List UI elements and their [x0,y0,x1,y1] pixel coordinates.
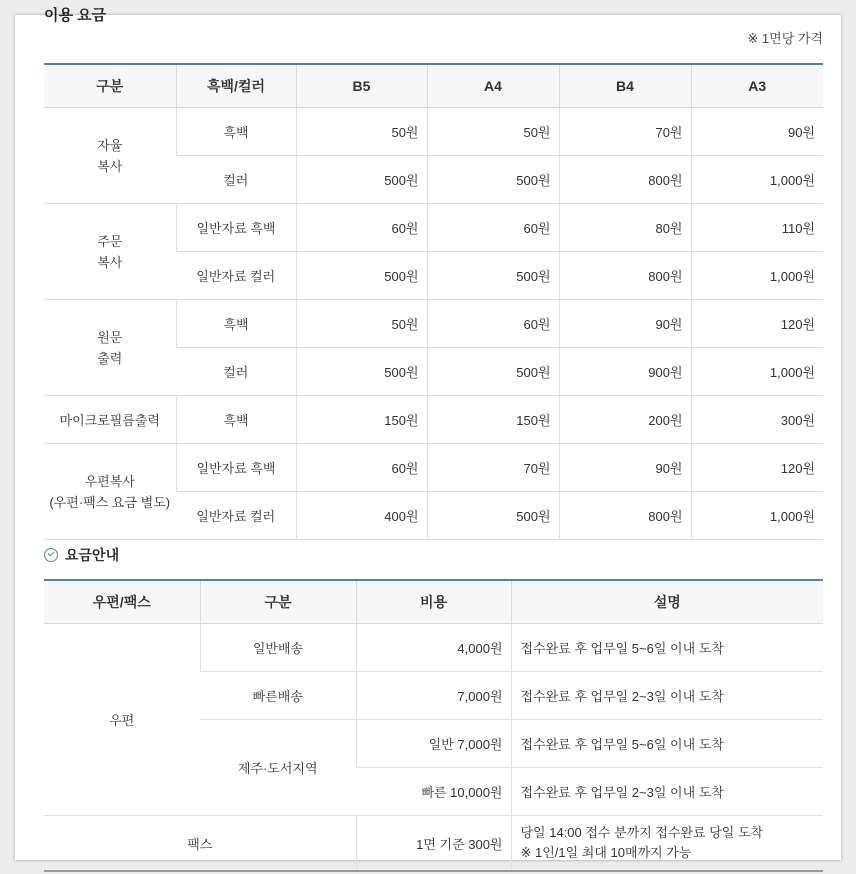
price-cell: 120원 [691,444,823,492]
fee-description: 접수완료 후 업무일 5~6일 이내 도착 [511,624,823,672]
per-page-note: ※ 1면당 가격 [747,31,823,46]
price-cell: 150원 [296,396,427,444]
fee-kind: 빠른배송 [200,672,356,720]
price-cell: 200원 [559,396,691,444]
price-cell: 1,000원 [691,156,823,204]
table-row [44,300,823,348]
fee-guide-label: 요금안내 [65,547,120,563]
header-post-fax: 우편/팩스 [44,580,200,624]
price-cell: 60원 [427,204,559,252]
row-type: 흑백 [176,300,296,348]
price-cell: 1,000원 [691,492,823,540]
fee-cost: 일반 7,000원 [356,720,511,768]
price-cell: 500원 [296,348,427,396]
header-cost: 비용 [356,580,511,624]
price-cell: 1,000원 [691,348,823,396]
fax-description [511,816,823,872]
row-type: 컬러 [176,156,296,204]
fax-desc-line1: 당일 14:00 접수 분까지 접수완료 당일 도착 [520,825,764,840]
group-order-copy: 주문 복사 [44,204,176,300]
price-cell: 800원 [559,252,691,300]
price-cell: 500원 [296,156,427,204]
row-type: 일반자료 컬러 [176,252,296,300]
fee-description: 접수완료 후 업무일 2~3일 이내 도착 [511,672,823,720]
price-cell: 300원 [691,396,823,444]
price-cell: 50원 [296,300,427,348]
group-microfilm: 마이크로필름출력 [44,396,176,444]
price-cell: 500원 [427,348,559,396]
price-cell: 1,000원 [691,252,823,300]
price-cell: 70원 [559,108,691,156]
header-b4: B4 [559,64,691,108]
header-b5: B5 [296,64,427,108]
price-cell: 50원 [427,108,559,156]
fax-label: 팩스 [44,816,356,872]
fee-table [44,579,823,872]
fee-cost: 4,000원 [356,624,511,672]
fee-cost: 빠른 10,000원 [356,768,511,816]
price-table [44,63,823,540]
table-row [44,624,823,672]
fee-guide-title [44,545,119,565]
header-description: 설명 [511,580,823,624]
table-row [44,108,823,156]
price-cell: 60원 [427,300,559,348]
price-table-header [44,64,823,108]
row-type: 흑백 [176,108,296,156]
table-row [44,444,823,492]
row-type: 컬러 [176,348,296,396]
price-cell: 400원 [296,492,427,540]
price-cell: 800원 [559,156,691,204]
fee-cost: 7,000원 [356,672,511,720]
price-cell: 500원 [427,252,559,300]
fee-description: 접수완료 후 업무일 2~3일 이내 도착 [511,768,823,816]
price-cell: 500원 [427,156,559,204]
price-cell: 60원 [296,444,427,492]
group-mail-copy: 우편복사 (우편·팩스 요금 별도) [44,444,176,540]
group-self-copy: 자율 복사 [44,108,176,204]
price-cell: 110원 [691,204,823,252]
price-cell: 150원 [427,396,559,444]
fee-table-header [44,580,823,624]
price-cell: 60원 [296,204,427,252]
header-a4: A4 [427,64,559,108]
fee-kind: 일반배송 [200,624,356,672]
price-cell: 500원 [296,252,427,300]
price-cell: 120원 [691,300,823,348]
row-type: 일반자료 컬러 [176,492,296,540]
fee-kind: 제주·도서지역 [200,720,356,816]
header-category: 구분 [44,64,176,108]
price-cell: 900원 [559,348,691,396]
header-a3: A3 [691,64,823,108]
fax-cost: 1면 기준 300원 [356,816,511,872]
price-cell: 800원 [559,492,691,540]
fax-desc-line2: ※ 1인/1일 최대 10매까지 가능 [520,845,692,860]
header-color-type: 흑백/컬러 [176,64,296,108]
price-cell: 70원 [427,444,559,492]
price-cell: 80원 [559,204,691,252]
price-cell: 90원 [559,444,691,492]
table-row [44,816,823,872]
post-label: 우편 [44,624,200,816]
table-row [44,396,823,444]
table-row [44,204,823,252]
header-kind: 구분 [200,580,356,624]
group-original-print: 원문 출력 [44,300,176,396]
row-type: 일반자료 흑백 [176,444,296,492]
price-cell: 90원 [559,300,691,348]
row-type: 일반자료 흑백 [176,204,296,252]
price-cell: 90원 [691,108,823,156]
fee-description: 접수완료 후 업무일 5~6일 이내 도착 [511,720,823,768]
check-circle-icon [44,548,58,562]
section-title: 이용 요금 [44,7,107,24]
price-cell: 50원 [296,108,427,156]
row-type: 흑백 [176,396,296,444]
price-cell: 500원 [427,492,559,540]
